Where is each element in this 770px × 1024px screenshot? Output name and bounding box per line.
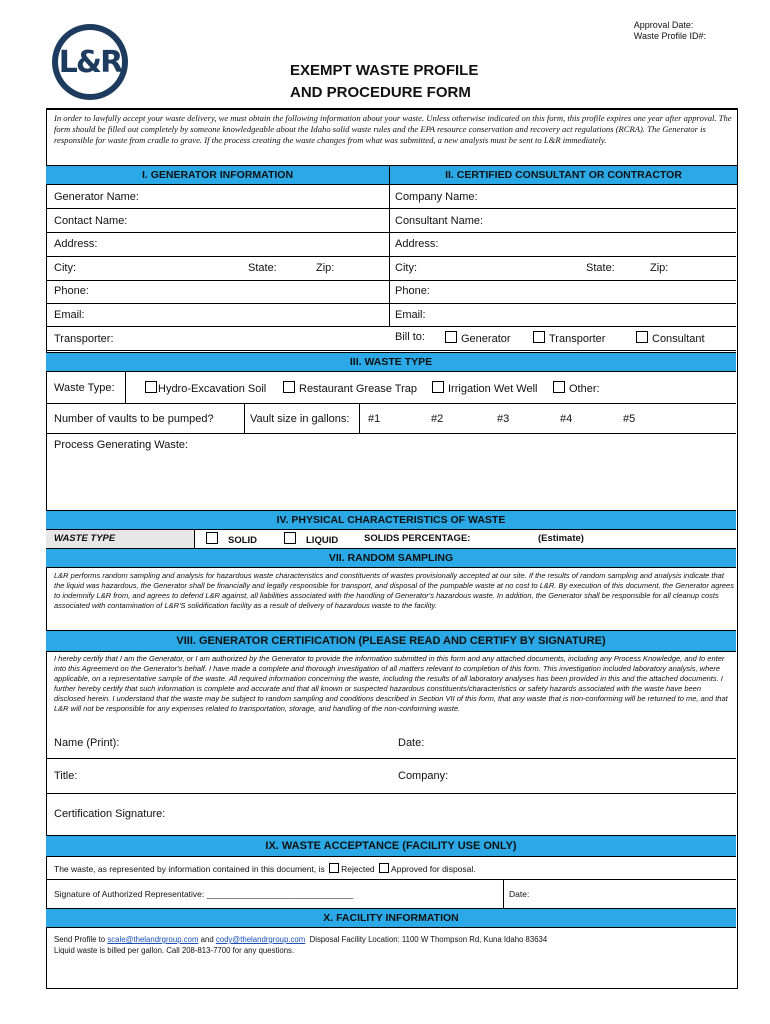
page-title	[290, 60, 478, 104]
liquid-option[interactable]	[284, 532, 338, 546]
cody-email-link[interactable]: cody@thelandrgroup.com	[215, 935, 306, 944]
company-name-field[interactable]: Company Name:	[395, 191, 478, 203]
physical-waste-type-label: WASTE TYPE	[54, 533, 116, 544]
facility-location: Disposal Facility Location: 1100 W Thompson Rd, Kuna Idaho 83634	[309, 935, 548, 944]
generator-zip-field[interactable]: Zip:	[316, 262, 335, 274]
certification-signature-field[interactable]: Certification Signature:	[54, 808, 166, 820]
bill-to-label: Bill to:	[395, 331, 425, 343]
generator-city-field[interactable]: City:	[54, 262, 76, 274]
row-phone	[46, 281, 736, 304]
waste-grease-option[interactable]	[283, 381, 417, 395]
send-profile-label: Send Profile to	[54, 935, 106, 944]
waste-type-divider	[125, 372, 126, 403]
checkbox-icon[interactable]	[432, 381, 444, 393]
irrigation-label: Irrigation Wet Well	[448, 383, 538, 395]
vault-5-field[interactable]: #5	[623, 413, 636, 425]
vault-4-field[interactable]: #4	[560, 413, 573, 425]
process-generating-waste-field[interactable]: Process Generating Waste:	[54, 439, 189, 451]
section-7-header: VII. RANDOM SAMPLING	[46, 548, 736, 568]
name-print-field[interactable]: Name (Print):	[54, 737, 120, 749]
approval-info	[634, 20, 706, 42]
billing-info: Liquid waste is billed per gallon. Call 208-813-7700 for any questions.	[54, 946, 295, 955]
column-divider	[389, 185, 390, 327]
checkbox-icon[interactable]	[533, 331, 545, 343]
vault-3-field[interactable]: #3	[497, 413, 510, 425]
bill-to-transporter-label: Transporter	[549, 333, 606, 345]
checkbox-icon[interactable]	[284, 532, 296, 544]
approved-checkbox[interactable]	[379, 863, 389, 873]
row-city	[46, 257, 736, 281]
contact-name-field[interactable]: Contact Name:	[54, 215, 128, 227]
section-10-header: X. FACILITY INFORMATION	[46, 908, 736, 928]
bill-to-generator-label: Generator	[461, 333, 511, 345]
section-1-header: I. GENERATOR INFORMATION	[46, 165, 389, 185]
section-4-header: IV. PHYSICAL CHARACTERISTICS OF WASTE	[46, 510, 736, 530]
generator-address-field[interactable]: Address:	[54, 238, 98, 250]
vault-1-field[interactable]: #1	[368, 413, 381, 425]
grease-label: Restaurant Grease Trap	[299, 383, 418, 395]
title-field[interactable]: Title:	[54, 770, 78, 782]
cert-date-field[interactable]: Date:	[398, 737, 425, 749]
row-title	[46, 759, 736, 794]
rejected-checkbox[interactable]	[329, 863, 339, 873]
transporter-field[interactable]: Transporter:	[54, 333, 114, 345]
title-line-1: EXEMPT WASTE PROFILE	[290, 62, 479, 79]
acceptance-divider	[46, 878, 736, 880]
consultant-state-field[interactable]: State:	[586, 262, 615, 274]
section-3-header: III. WASTE TYPE	[46, 352, 736, 372]
consultant-phone-field[interactable]: Phone:	[395, 285, 430, 297]
checkbox-icon[interactable]	[283, 381, 295, 393]
certification-text: I hereby certify that I am the Generator, or I am authorized by the Generator to provide the information submitted in this form and any attached documents, including any Process Knowledge, and to enter into this Agreement on the Generator's behalf. I have made a complete and thorough investigation of all matters relevant to completion of this form. This investigation included laboratory analysis, where applicable, on a representative sample of the waste. All required information concerning the waste, including the results of all laboratory analyses has been provided in this and the attached documents. I further hereby certify that such information is complete and accurate and that all known or suspected hazardous constituents/characteristics or safety hazards associated with the waste have been disclosed herein. I understand that the waste may be subject to random sampling and conditions described in Section VII of this form, that any waste that is non-conforming will be returned to me, and that L&R will not be responsible for any expenses related to transportation, storage, and handling of the non-conforming waste.	[54, 654, 728, 713]
cert-company-field[interactable]: Company:	[398, 770, 449, 782]
authorized-signature-field[interactable]: Signature of Authorized Representative: _______________________________	[54, 889, 354, 899]
vault-divider-1	[244, 404, 245, 433]
consultant-city-field[interactable]: City:	[395, 262, 417, 274]
and-text: and	[200, 935, 214, 944]
title-line-2: AND PROCEDURE FORM	[290, 84, 471, 101]
waste-type-label: Waste Type:	[54, 382, 115, 394]
logo-text: L&R	[58, 45, 122, 80]
section-8-header: VIII. GENERATOR CERTIFICATION (PLEASE READ AND CERTIFY BY SIGNATURE)	[46, 630, 736, 652]
checkbox-icon[interactable]	[145, 381, 157, 393]
row-name-print	[46, 731, 736, 759]
send-profile-line	[54, 935, 547, 944]
vault-size-label: Vault size in gallons:	[250, 413, 350, 425]
estimate-label: (Estimate)	[538, 533, 584, 544]
solids-percentage-field[interactable]: SOLIDS PERCENTAGE:	[364, 533, 471, 544]
physical-divider	[194, 530, 195, 548]
liquid-label: LIQUID	[306, 535, 339, 546]
checkbox-icon[interactable]	[445, 331, 457, 343]
acceptance-date-field[interactable]: Date:	[509, 889, 530, 899]
rejected-label: Rejected	[341, 864, 375, 874]
waste-other-option[interactable]	[553, 381, 600, 395]
consultant-zip-field[interactable]: Zip:	[650, 262, 669, 274]
acceptance-statement	[54, 863, 476, 874]
scale-email-link[interactable]: scale@thelandrgroup.com	[107, 935, 199, 944]
generator-email-field[interactable]: Email:	[54, 309, 85, 321]
generator-name-field[interactable]: Generator Name:	[54, 191, 139, 203]
generator-state-field[interactable]: State:	[248, 262, 277, 274]
checkbox-icon[interactable]	[553, 381, 565, 393]
row-email	[46, 304, 736, 327]
company-logo	[52, 24, 128, 100]
acceptance-text: The waste, as represented by information contained in this document, is	[54, 864, 325, 874]
bill-to-consultant[interactable]	[636, 331, 705, 345]
row-address	[46, 233, 736, 257]
consultant-email-field[interactable]: Email:	[395, 309, 426, 321]
bill-to-consultant-label: Consultant	[652, 333, 705, 345]
vault-divider-2	[359, 404, 360, 433]
consultant-name-field[interactable]: Consultant Name:	[395, 215, 484, 227]
approved-label: Approved for disposal.	[391, 864, 476, 874]
intro-text: In order to lawfully accept your waste delivery, we must obtain the following information about your waste. Unless otherwise indicated on this form, this profile expires one year after approval. The form should be filled out completely by someone knowledgeable about the Idaho solid waste rules and the EPA resource conservation and recovery act regulations (RCRA). The Generator is responsible for waste from cradle to grave. If the process creating the waste changes from what was submitted, a new analysis must be sent to L&R immediately.	[54, 113, 732, 145]
checkbox-icon[interactable]	[206, 532, 218, 544]
vault-count-field[interactable]: Number of vaults to be pumped?	[54, 413, 214, 425]
hydro-label: Hydro-Excavation Soil	[158, 383, 267, 395]
waste-hydro-option[interactable]	[145, 381, 266, 395]
random-sampling-text: L&R performs random sampling and analysis for hazardous waste characteristics and constituents of wastes provisionally accepted at our site. If the results of random sampling and analysis indicate that the liquid was hazardous, the Generator shall be financially and legally responsible for transport, and disposal of the pumpable waste at no cost to L&R. By execution of this document, the Generator agrees to indemnify L&R from, and agrees to defend L&R against, all liabilities associated with the handling of Generator's hazardous waste. In addition, the Generator shall be responsible for all cleanup costs associated with contamination of L&R'S solidification facility as a result of delivery of hazardous waste to the facility.	[54, 571, 734, 610]
generator-phone-field[interactable]: Phone:	[54, 285, 89, 297]
row-transporter	[46, 327, 736, 351]
vault-2-field[interactable]: #2	[431, 413, 444, 425]
section-2-header: II. CERTIFIED CONSULTANT OR CONTRACTOR	[389, 165, 737, 185]
row-generator-name	[46, 185, 736, 209]
solid-option[interactable]	[206, 532, 257, 546]
bill-to-transporter[interactable]	[533, 331, 605, 345]
bill-to-generator[interactable]	[445, 331, 511, 345]
approval-date-label: Approval Date:	[633, 20, 694, 30]
waste-irrigation-option[interactable]	[432, 381, 537, 395]
other-label: Other:	[569, 383, 600, 395]
consultant-address-field[interactable]: Address:	[395, 238, 439, 250]
waste-profile-id-label: Waste Profile ID#:	[633, 31, 706, 41]
date-divider	[503, 879, 504, 908]
solid-label: SOLID	[228, 535, 258, 546]
section-9-header: IX. WASTE ACCEPTANCE (FACILITY USE ONLY)	[46, 835, 736, 857]
checkbox-icon[interactable]	[636, 331, 648, 343]
row-contact	[46, 209, 736, 233]
